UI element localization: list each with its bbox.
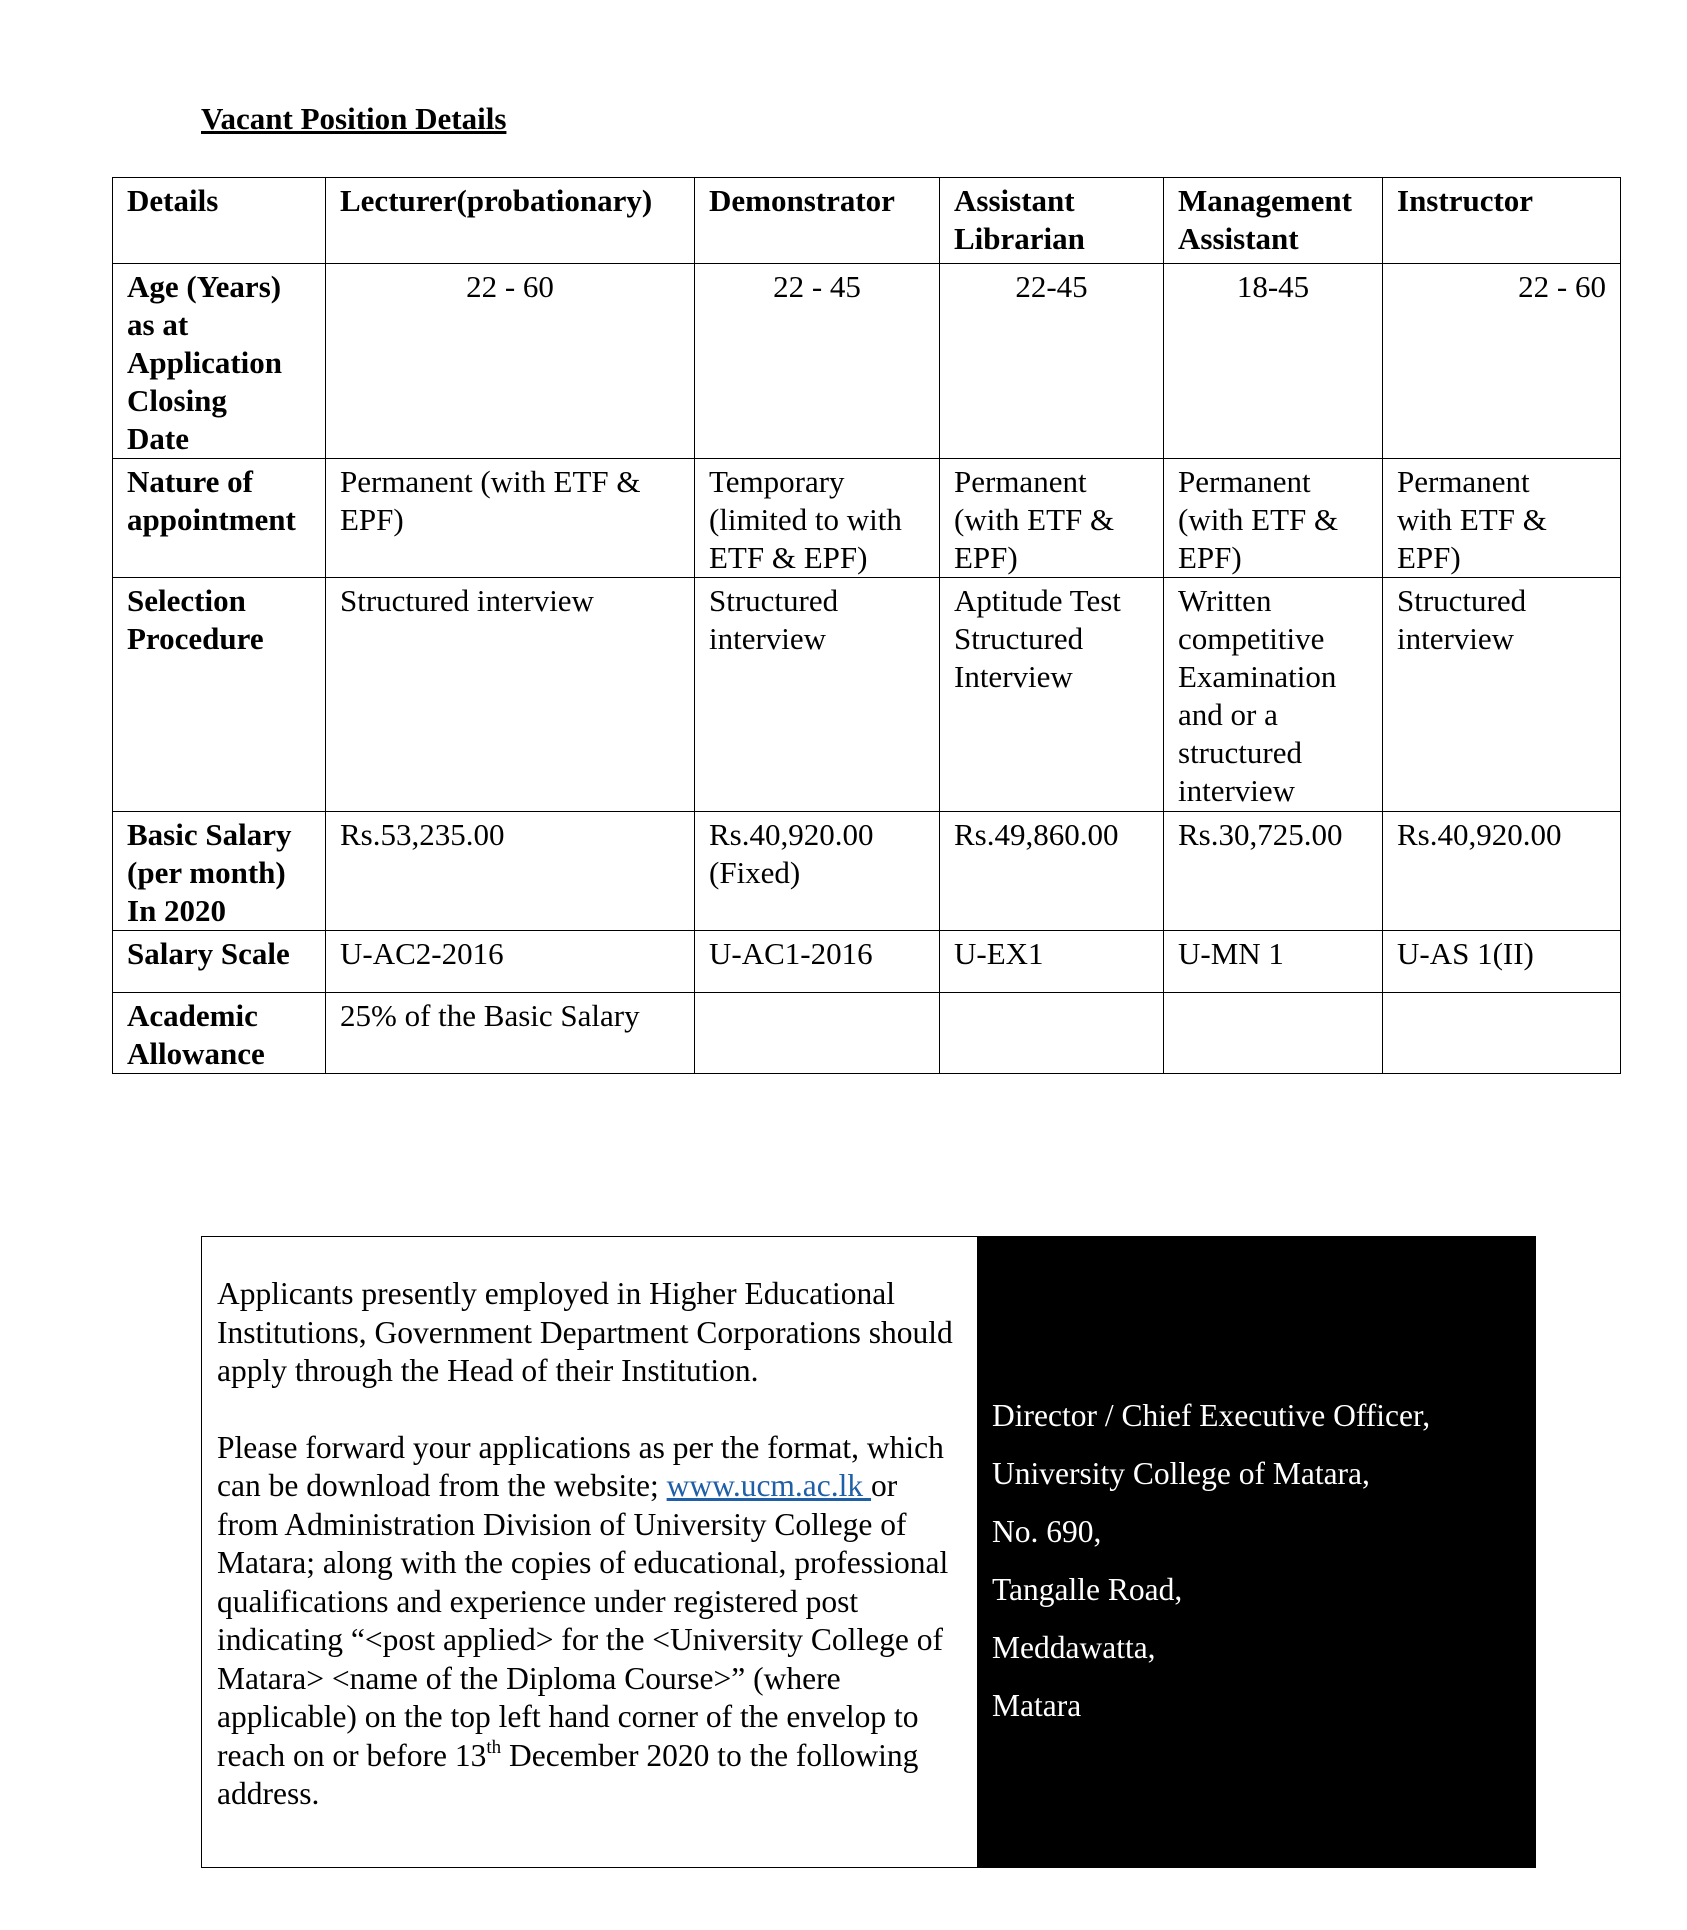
mailing-address [977,1237,1535,1867]
table-cell: Permanent with ETF & EPF) [1383,459,1621,578]
deadline-day: 13 [454,1737,487,1773]
table-cell: Rs.40,920.00 (Fixed) [695,812,940,931]
table-cell: U-AC1-2016 [695,931,940,993]
table-cell: Temporary (limited to with ETF & EPF) [695,459,940,578]
table-cell: 22 - 60 [1383,264,1621,459]
deadline-date-rest: December 2020 to the following address. [217,1737,919,1811]
table-cell: Rs.49,860.00 [940,812,1164,931]
row-label: Academic Allowance [113,993,326,1074]
row-label: Nature of appointment [113,459,326,578]
table-cell: 22 - 60 [326,264,695,459]
table-row [113,578,1621,812]
address-line: No. 690, [992,1514,1102,1549]
notice-text [202,1237,977,1867]
column-header: Assistant Librarian [940,178,1164,264]
table-cell: Structured interview [1383,578,1621,812]
column-header: Management Assistant [1164,178,1383,264]
table-cell: Rs.53,235.00 [326,812,695,931]
table-cell: Permanent (with ETF & EPF) [940,459,1164,578]
address-line: University College of Matara, [992,1456,1370,1491]
address-line: Meddawatta, [992,1630,1156,1665]
table-cell: U-AC2-2016 [326,931,695,993]
table-cell: 22-45 [940,264,1164,459]
website-link[interactable]: www.ucm.ac.lk [666,1468,872,1503]
table-cell [940,993,1164,1074]
table-row [113,993,1621,1074]
row-label: Basic Salary (per month) In 2020 [113,812,326,931]
table-cell: U-AS 1(II) [1383,931,1621,993]
table-cell: Rs.40,920.00 [1383,812,1621,931]
column-header: Instructor [1383,178,1621,264]
table-row [113,459,1621,578]
table-cell: U-EX1 [940,931,1164,993]
address-line: Matara [992,1688,1082,1723]
table-cell [695,993,940,1074]
notice-text-segment: Please forward your applications as per the format, which can be download from the website; [217,1429,944,1503]
table-cell: Structured interview [695,578,940,812]
vacant-positions-table [112,177,1621,1074]
table-cell: Permanent (with ETF & EPF) [326,459,695,578]
table-row [113,812,1621,931]
table-header-row [113,178,1621,264]
column-header: Lecturer(probationary) [326,178,695,264]
row-label: Salary Scale [113,931,326,993]
column-header: Details [113,178,326,264]
address-line: Tangalle Road, [992,1572,1183,1607]
table-cell: Structured interview [326,578,695,812]
deadline-day-suffix: th [486,1736,502,1758]
table-cell: Rs.30,725.00 [1164,812,1383,931]
table-cell: Written competitive Examination and or a structured interview [1164,578,1383,812]
row-label: Selection Procedure [113,578,326,812]
table-row [113,264,1621,459]
row-label: Age (Years) as at Application Closing Date [113,264,326,459]
address-line: Director / Chief Executive Officer, [992,1398,1431,1433]
table-cell: 25% of the Basic Salary [326,993,695,1074]
notice-text-segment: or from Administration Division of University College of Matara; along with the copies of educational, professional qualifications and experience under registered post indicating “<post applied> for the <University College of Matara> <name of the Diploma Course>” (where applicable) on the top left hand corner of the envelop to reach on or before [217,1468,949,1773]
table-cell: 18-45 [1164,264,1383,459]
application-notice-box [201,1236,1536,1868]
table-cell: Aptitude Test Structured Interview [940,578,1164,812]
table-row [113,931,1621,993]
table-cell: U-MN 1 [1164,931,1383,993]
column-header: Demonstrator [695,178,940,264]
table-cell [1164,993,1383,1074]
page-title: Vacant Position Details [201,101,507,136]
notice-paragraph-employed: Applicants presently employed in Higher Educational Institutions, Government Department Corporations should apply through the Head of their Institution. [217,1276,953,1388]
table-cell: 22 - 45 [695,264,940,459]
notice-paragraph-forward [217,1429,963,1814]
table-cell: Permanent (with ETF & EPF) [1164,459,1383,578]
table-cell [1383,993,1621,1074]
